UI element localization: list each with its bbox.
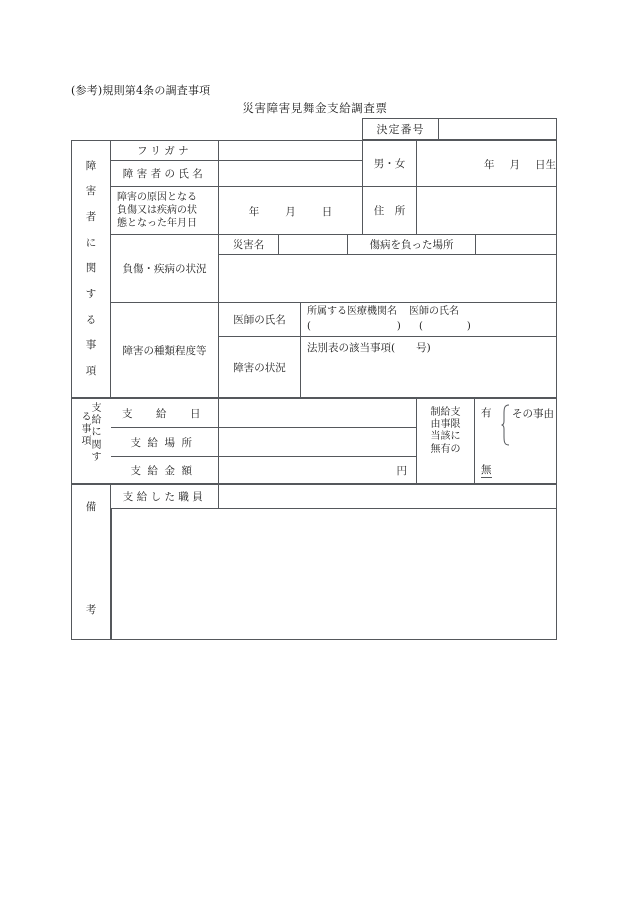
reason-label: その事由	[512, 408, 554, 420]
doctor-paren-group: ( )	[419, 320, 471, 332]
remarks-input[interactable]	[111, 508, 557, 640]
staff-input[interactable]	[218, 484, 557, 508]
cause-date-input[interactable]	[218, 186, 362, 234]
payment-date-label: 支 給 日	[111, 398, 218, 427]
birth-month-label: 月	[509, 158, 520, 171]
section-label-remarks	[71, 484, 111, 640]
person-name-input[interactable]	[218, 160, 362, 186]
vchar: 者	[85, 211, 97, 224]
vchar: 考	[85, 604, 97, 616]
vchar: る	[85, 313, 97, 326]
cause-date-label: 障害の原因となる 負傷又は疾病の状 態となった年月日	[111, 186, 218, 234]
address-label: 住 所	[362, 186, 416, 234]
injury-place-label: 傷病を負った場所	[347, 234, 475, 254]
staff-label: 支給した職員	[111, 484, 218, 508]
payment-date-input[interactable]	[218, 398, 416, 427]
restriction-label-col-3: 制 由 当 無	[430, 407, 441, 455]
section-label-payment	[71, 398, 111, 484]
doctor-institution-input[interactable]	[300, 302, 557, 336]
furigana-label: フリガナ	[111, 140, 218, 160]
birth-year-label: 年	[484, 158, 495, 171]
disaster-name-input[interactable]	[278, 234, 347, 254]
payment-label-col-2: る 事 項	[81, 412, 92, 448]
doctor-name-label: 医師の氏名	[218, 302, 300, 336]
decision-number-label: 決定番号	[363, 119, 439, 139]
currency-unit-label: 円	[396, 464, 407, 477]
vchar: 害	[85, 185, 97, 198]
cause-year-label: 年	[248, 205, 260, 218]
vchar: 備	[85, 501, 97, 513]
institution-parens	[307, 320, 556, 335]
gender-label[interactable]: 男・女	[362, 140, 416, 186]
decision-number-input[interactable]	[439, 119, 556, 139]
restriction-label-col-2: 給 事 該 有	[440, 407, 451, 455]
reference-note: (参考)規則第4条の調査事項	[71, 84, 211, 97]
vchar: 関	[85, 262, 97, 275]
furigana-input[interactable]	[218, 140, 362, 160]
person-name-label: 障害者の氏名	[111, 160, 218, 186]
cause-month-label: 月	[285, 205, 296, 218]
reason-brace-box[interactable]	[501, 403, 557, 447]
vchar: に	[85, 236, 97, 249]
vchar: す	[85, 288, 97, 301]
birthdate-field[interactable]	[416, 140, 557, 186]
restriction-no-option[interactable]: 無	[481, 464, 492, 477]
injury-place-input[interactable]	[475, 234, 557, 254]
decision-number-box	[362, 118, 557, 140]
payment-label-col-1: 支 給 に 関 す	[91, 403, 102, 463]
payment-place-label: 支給場所	[111, 427, 218, 456]
injury-detail-input[interactable]	[218, 254, 557, 302]
institution-caption: 所属する医療機関名 医師の氏名	[307, 306, 459, 317]
law-table-input[interactable]	[300, 336, 557, 398]
restriction-label	[416, 398, 474, 484]
vchar: 項	[85, 365, 97, 378]
restriction-label-col-1: 支 限 に の	[450, 407, 461, 455]
payment-amount-label: 支給金額	[111, 456, 218, 484]
vchar: 事	[85, 339, 97, 352]
birth-day-label: 日生	[535, 158, 556, 171]
law-table-label: 法別表の該当事項( 号)	[307, 342, 431, 354]
restriction-yes-option[interactable]: 有	[481, 407, 492, 419]
address-input[interactable]	[416, 186, 557, 234]
payment-amount-input[interactable]	[218, 456, 416, 484]
section-label-disabled-person	[71, 140, 111, 398]
cause-day-label: 日	[321, 205, 333, 218]
vchar: 障	[85, 159, 97, 172]
injury-status-label: 負傷・疾病の状況	[111, 234, 218, 302]
restriction-answer-area[interactable]	[474, 398, 557, 484]
form-title: 災害障害見舞金支給調査票	[242, 101, 388, 115]
disability-status-label: 障害の状況	[218, 336, 300, 398]
institution-paren-group: ( )	[307, 320, 401, 332]
disability-type-label: 障害の種類程度等	[111, 302, 218, 398]
disaster-name-label: 災害名	[218, 234, 278, 254]
form-grid	[71, 140, 557, 640]
payment-place-input[interactable]	[218, 427, 416, 456]
